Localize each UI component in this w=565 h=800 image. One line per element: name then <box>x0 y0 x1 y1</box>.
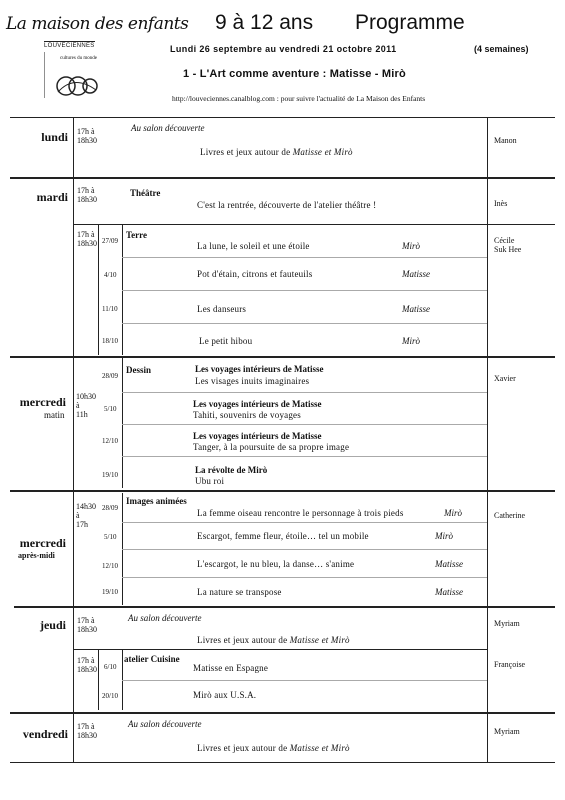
time-slot: 17h à 18h30 <box>77 722 97 740</box>
day-label: mardi <box>36 190 68 204</box>
col-line-day <box>73 118 74 762</box>
day-label: mercredi <box>19 395 66 409</box>
date-label: 4/10 <box>104 271 117 279</box>
date-label: 12/10 <box>102 437 118 445</box>
logo-emblem-icon <box>44 52 100 98</box>
category-label: Au salon découverte <box>131 123 205 133</box>
row-line-cuisine <box>73 649 487 650</box>
artist-name: Mirò <box>444 508 462 518</box>
animator-name: Inès <box>494 199 508 208</box>
row-line-bottom <box>10 762 555 763</box>
workshop-title: La révolte de Mirò <box>195 465 268 475</box>
animator-name: Manon <box>494 136 517 145</box>
animator-name: Cécile <box>494 236 515 245</box>
date-label: 18/10 <box>102 337 118 345</box>
activity-text: Pot d'étain, citrons et fauteuils <box>197 269 313 279</box>
activity-artists: Matisse et Mirò <box>292 147 353 157</box>
date-label: 28/09 <box>102 372 118 380</box>
title-programme: Programme <box>355 11 465 34</box>
artist-name: Mirò <box>402 336 420 346</box>
category-label: Théâtre <box>130 188 161 198</box>
activity-prefix: Livres et jeux autour de <box>197 635 290 645</box>
activity-text: La femme oiseau rencontre le personnage à trois pieds <box>197 508 404 518</box>
workshop-subtitle: Tanger, à la poursuite de sa propre image <box>193 442 350 452</box>
day-label: lundi <box>41 130 68 144</box>
time-slot: 17h à 18h30 <box>77 616 97 634</box>
logo-sub-town: LOUVECIENNES <box>44 43 95 49</box>
day-sublabel: matin <box>44 410 65 420</box>
day-label: jeudi <box>39 618 66 632</box>
activity-text: La lune, le soleil et une étoile <box>197 241 310 251</box>
category-label: Images animées <box>126 496 187 506</box>
activity-text: Matisse en Espagne <box>193 663 269 673</box>
activity-artists: Matisse et Mirò <box>289 743 350 753</box>
workshop-subtitle: Ubu roi <box>195 476 225 486</box>
category-label: Terre <box>126 230 147 240</box>
activity-artists: Matisse et Mirò <box>289 635 350 645</box>
row-line-thin <box>122 456 487 457</box>
time-slot: 10h30 à 11h <box>76 392 96 419</box>
col-line-time <box>98 225 99 355</box>
workshop-title: Les voyages intérieurs de Matisse <box>195 364 324 374</box>
date-label: 19/10 <box>102 588 118 596</box>
row-line-thin <box>122 424 487 425</box>
program-weeks: (4 semaines) <box>474 44 529 54</box>
time-slot: 17h à 18h30 <box>77 230 97 248</box>
category-label: Au salon découverte <box>128 613 202 623</box>
row-line-jeudi <box>14 606 555 608</box>
artist-name: Matisse <box>402 269 430 279</box>
date-label: 19/10 <box>102 471 118 479</box>
activity-text <box>200 147 353 157</box>
workshop-title: Les voyages intérieurs de Matisse <box>193 431 322 441</box>
time-slot: 17h à 18h30 <box>77 186 97 204</box>
category-label: atelier Cuisine <box>124 654 180 664</box>
row-line-thin <box>122 290 487 291</box>
logo-sub-cultures: cultures du monde <box>60 56 97 61</box>
workshop-title: Les voyages intérieurs de Matisse <box>193 399 322 409</box>
logo-text: La maison des enfants <box>6 14 189 34</box>
row-line-thin <box>122 392 487 393</box>
date-label: 28/09 <box>102 504 118 512</box>
program-dates: Lundi 26 septembre au vendredi 21 octobre 2011 <box>170 44 397 54</box>
activity-text: Le petit hibou <box>199 336 253 346</box>
activity-prefix: Livres et jeux autour de <box>200 147 293 157</box>
animator-name: Suk Hee <box>494 245 522 254</box>
col-line-date2 <box>122 358 123 488</box>
day-sublabel: après-midi <box>18 551 55 560</box>
time-slot: 14h30 à 17h <box>76 502 96 529</box>
date-label: 12/10 <box>102 562 118 570</box>
row-line-thin <box>122 257 487 258</box>
workshop-subtitle: Tahiti, souvenirs de voyages <box>193 410 301 420</box>
activity-text: L'escargot, le nu bleu, la danse… s'anime <box>197 559 355 569</box>
row-line-mercredi-am <box>10 490 555 492</box>
date-label: 11/10 <box>102 305 118 313</box>
activity-text: Escargot, femme fleur, étoile… tel un mobile <box>197 531 369 541</box>
activity-prefix: Livres et jeux autour de <box>197 743 290 753</box>
workshop-subtitle: Les visages inuits imaginaires <box>195 376 310 386</box>
artist-name: Matisse <box>435 587 463 597</box>
animator-name: Myriam <box>494 727 520 736</box>
program-theme: 1 - L'Art comme aventure : Matisse - Mirò <box>183 68 406 80</box>
animator-name: Myriam <box>494 619 520 628</box>
activity-text <box>197 635 350 645</box>
activity-text: C'est la rentrée, découverte de l'atelier théâtre ! <box>197 200 377 210</box>
row-line-vendredi <box>10 712 555 714</box>
blog-link[interactable]: http://louveciennes.canalblog.com : pour suivre l'actualité de La Maison des Enfants <box>172 94 426 103</box>
activity-text: Les danseurs <box>197 304 247 314</box>
artist-name: Mirò <box>435 531 453 541</box>
category-label: Dessin <box>126 365 152 375</box>
artist-name: Mirò <box>402 241 420 251</box>
activity-text: Mirò aux U.S.A. <box>193 690 257 700</box>
artist-name: Matisse <box>402 304 430 314</box>
animator-name: Catherine <box>494 511 526 520</box>
date-label: 27/09 <box>102 237 118 245</box>
row-line-thin <box>122 680 487 681</box>
row-line-top <box>10 117 555 118</box>
row-line-thin <box>122 577 487 578</box>
day-label: mercredi <box>19 536 66 550</box>
col-line-animator <box>487 118 488 762</box>
row-line-mardi <box>10 177 555 179</box>
day-label: vendredi <box>22 727 68 741</box>
activity-text: La nature se transpose <box>197 587 282 597</box>
row-line-mercredi <box>10 356 555 358</box>
row-line-thin <box>122 522 487 523</box>
category-label: Au salon découverte <box>128 719 202 729</box>
row-line-terre <box>73 224 555 225</box>
time-slot: 17h à 18h30 <box>77 127 97 145</box>
date-label: 6/10 <box>104 663 117 671</box>
date-label: 5/10 <box>104 405 117 413</box>
row-line-thin <box>122 323 487 324</box>
date-label: 5/10 <box>104 533 117 541</box>
time-slot: 17h à 18h30 <box>77 656 97 674</box>
title-age: 9 à 12 ans <box>215 11 314 34</box>
artist-name: Matisse <box>435 559 463 569</box>
date-label: 20/10 <box>102 692 118 700</box>
col-line-time2 <box>98 650 99 710</box>
row-line-thin <box>122 549 487 550</box>
animator-name: Xavier <box>494 374 516 383</box>
activity-text <box>197 743 350 753</box>
animator-name: Françoise <box>494 660 526 669</box>
